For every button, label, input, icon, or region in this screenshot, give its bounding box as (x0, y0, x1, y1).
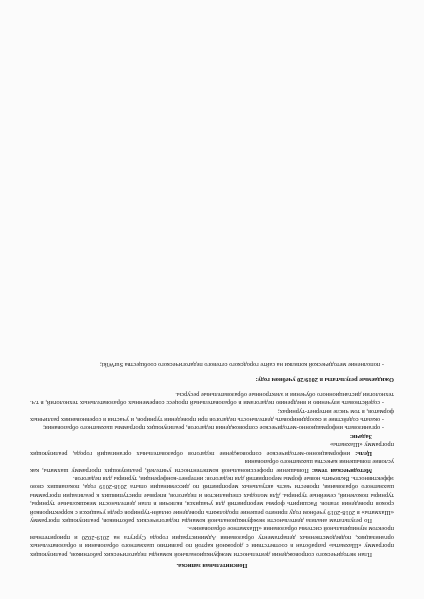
goal-text: информационно-методическое сопровождение педагогов образовательных организаций города, реализующих программу «Шахматы» (30, 441, 394, 457)
document-title: Пояснительная записка. (176, 562, 248, 569)
intro-paragraph-1: План методического сопровождения деятельности межфункциональной команды педагогических работников, реализующих программу «Шахматы» разработан в соответствии с дорожной картой по развитию шахматного образования в образовательных организациях, подведомственных департаменту образования Администрации города Сургута на 2019-2020 и приоритетным проектом муниципальной системы образования «Шахматное образование». (30, 525, 394, 558)
methodical-theme (30, 457, 394, 474)
goal-label: Цель: (355, 449, 372, 457)
results-heading: Ожидаемые результаты в 2019/20 учебном году: (255, 376, 394, 384)
intro-paragraph-2: По результатам анализа деятельности межфункциональной команды педагогических работников, реализующих программу «Шахматы» в 2018-2019 учебном году принято решение продолжить проведение онлайн-турниров среди учащихся с корректировкой сроков проведения этапов. Расширить формы мероприятий для учащихся, включив в план деятельности межшкольные турниры, турниры поколений, семейные турниры. Для молодых специалистов и педагогов, впервые приступивших к реализации программы шахматного образования, провести часть актуальных мероприятий по диссеминации опыта 2018-2019 года, показавших свою эффективность. Включить новые формы мероприятий для педагогов: интернет-конференции, турниры для педагогов. (30, 474, 394, 524)
task-item-3: - содействовать изучению и внедрению педагогами в образовательный процесс современных образовательных технологий, в т.ч. технологии дистанционного обучения и электронные образовательные ресурсы. (30, 390, 394, 407)
task-item-1: - организовать информационно-методическое сопровождения педагогов, реализующих программы шахматного образования; (43, 424, 384, 432)
goal (30, 440, 394, 457)
theme-text: Повышение профессиональной компетентности учителей, реализующих программу шахматы, как условие повышения качества шахматного образования (30, 458, 394, 474)
document-body (30, 360, 394, 569)
result-item-1: - пополнение методической копилки на сайте городского сетевого педагогического сообщества SurWiki; (99, 361, 384, 369)
tasks-heading: Задачи: (349, 432, 372, 440)
theme-label: Методическая тема: (311, 466, 372, 474)
task-item-2: - оказать содействие и скоординировать деятельность педагогов при проведении турниров, и участия в соревнованиях различных форматов, в том числе интернет-турнирах; (30, 407, 394, 424)
